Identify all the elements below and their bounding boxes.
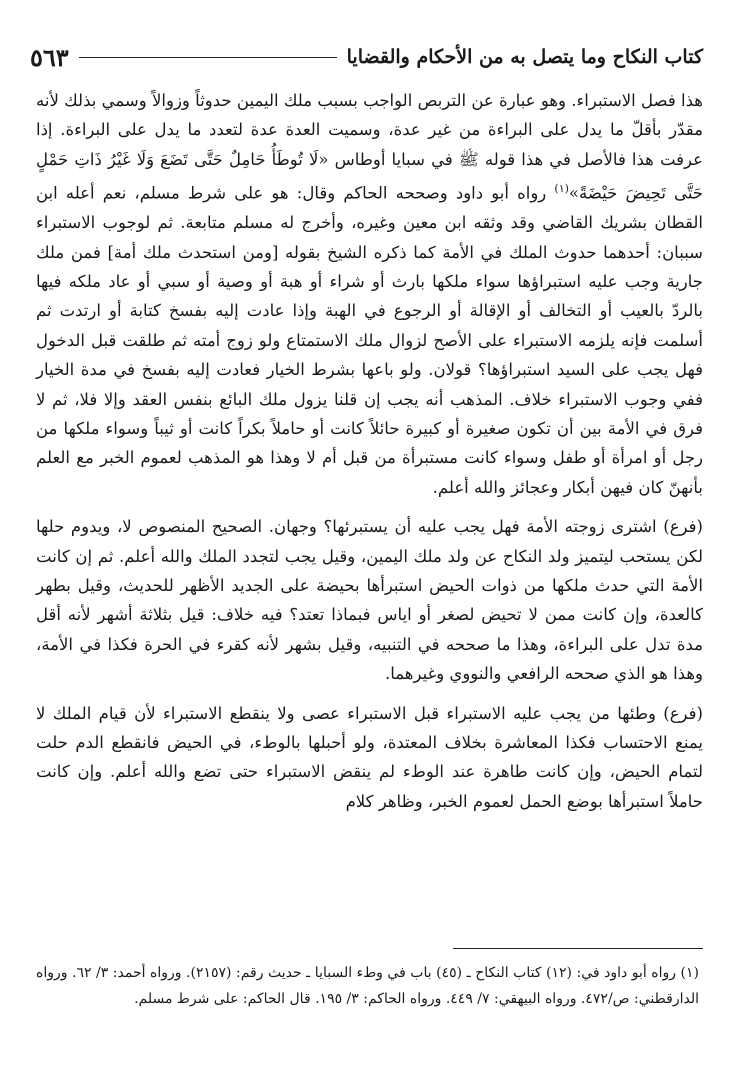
page-number: ٥٦٣ bbox=[30, 42, 69, 72]
main-text bbox=[36, 86, 703, 816]
footnote-marker: (١) bbox=[554, 182, 569, 196]
footnote: (١) رواه أبو داود في: (١٢) كتاب النكاح ـ (٤٥) باب في وطء السبايا ـ حديث رقم: (٢١٥٧). ورواه أحمد: ٣/ ٦٢. ورواه الدارقطني: ص/٤٧٢. ورواه البيهقي: ٧/ ٤٤٩. ورواه الحاكم: ٣/ ١٩٥. قال الحاكم: على شرط مسلم. bbox=[36, 965, 699, 1007]
paragraph bbox=[36, 86, 703, 502]
paragraph: (فرع) وطئها من يجب عليه الاستبراء قبل الاستبراء عصى ولا ينقطع الاستبراء لأن قيام الملك لا يمنع الاحتساب فكذا المعاشرة بخلاف المعتدة، ولو أحبلها بالوطء، في الحيض فانقطع الدم حلت لتمام الحيض، وإن كانت طاهرة عند الوطء لم ينقض الاستبراء حتى تضع والله أعلم. وإن كانت حاملاً استبرأها بوضع الحمل لعموم الخبر، وظاهر كلام bbox=[36, 703, 703, 811]
footnote-divider bbox=[453, 948, 703, 949]
header-divider bbox=[79, 57, 337, 58]
page-header bbox=[30, 40, 703, 74]
paragraph-text: رواه أبو داود وصححه الحاكم وقال: هو على شرط مسلم، نعم أعله ابن القطان بشريك القاضي وقد وثقه ابن معين وغيره، وأخرج له مسلم متابعة. ثم لوجوب الاستبراء سببان: أحدهما حدوث الملك في الأمة كما ذكره الشيخ بقوله [ومن استحدث ملك أمة] فمن ملك جارية وجب عليه استبراؤها سواء ملكها بارث أو شراء أو هبة أو وصية أو سبي أو عاد ملكه فيها بالردّ بالعيب أو التخالف أو الإقالة أو الرجوع في الهبة وإذا عادت إليه بفسخ كتابة أو ارتدت ثم أسلمت فإنه يلزمه الاستبراء على الأصح لزوال ملك الاستمتاع ولو زوج أمته ثم طلقت قبل الدخول فهل يجب على السيد استبراؤها؟ قولان. ولو باعها بشرط الخيار فعادت إليه بفسخ في مدة الخيار ففي وجوب الاستبراء خلاف. المذهب أنه يجب إن قلنا يزول ملك البائع بنفس العقد وإلا فلا، ثم لا فرق في الأمة بين أن تكون صغيرة أو كبيرة حائلاً كانت أو حاملاً بكراً كانت أو ثيباً وسواء ملكها من رجل أو امرأة أو طفل وسواء كانت مستبرأة من قبل أم لا وهذا هو المذهب لعموم الخبر مع العلم بأنهنّ كان فيهن أبكار وعجائز والله أعلم. bbox=[36, 183, 703, 497]
footnotes bbox=[36, 960, 699, 1012]
paragraph: (فرع) اشترى زوجته الأمة فهل يجب عليه أن يستبرئها؟ وجهان. الصحيح المنصوص لا، ويدوم حلها لكن يستحب ليتميز ولد النكاح عن ولد ملك اليمين، وقيل يجب لتجدد الملك والله أعلم. ثم إن كانت الأمة التي حدث ملكها من ذوات الحيض استبرأها بحيضة على الجديد الأظهر للحديث، وقيل بطهر كالعدة، وإن كانت ممن لا تحيض لصغر أو اياس فبماذا تعتد؟ فيه خلاف: قيل بثلاثة أشهر لأنه أقل مدة تدل على البراءة، وهذا ما صححه في التنبيه، وقيل بشهر لأنه كقرء في الحرة فكذا في الأمة، وهذا هو الذي صححه الرافعي والنووي وغيرهما. bbox=[36, 517, 703, 684]
running-title: كتاب النكاح وما يتصل به من الأحكام والقضايا bbox=[346, 46, 703, 68]
paragraph-text: هذا فصل الاستبراء. وهو عبارة عن التربص الواجب بسبب ملك اليمين حدوثاً وزوالاً وسمي بذلك لأنه مقدّر بأقلّ ما يدل على البراءة من غير عدة، وسميت العدة عدة لتعدد ما يدل على البراءة. إذا عرفت هذا فالأصل في هذا قوله ﷺ في سبايا أوطاس «لَا تُوطَأُ حَامِلٌ حَتَّى تَضَعَ وَلَا غَيْرُ ذَاتِ حَمْلٍ حَتَّى تَحِيضَ حَيْضَةً» bbox=[36, 91, 703, 203]
